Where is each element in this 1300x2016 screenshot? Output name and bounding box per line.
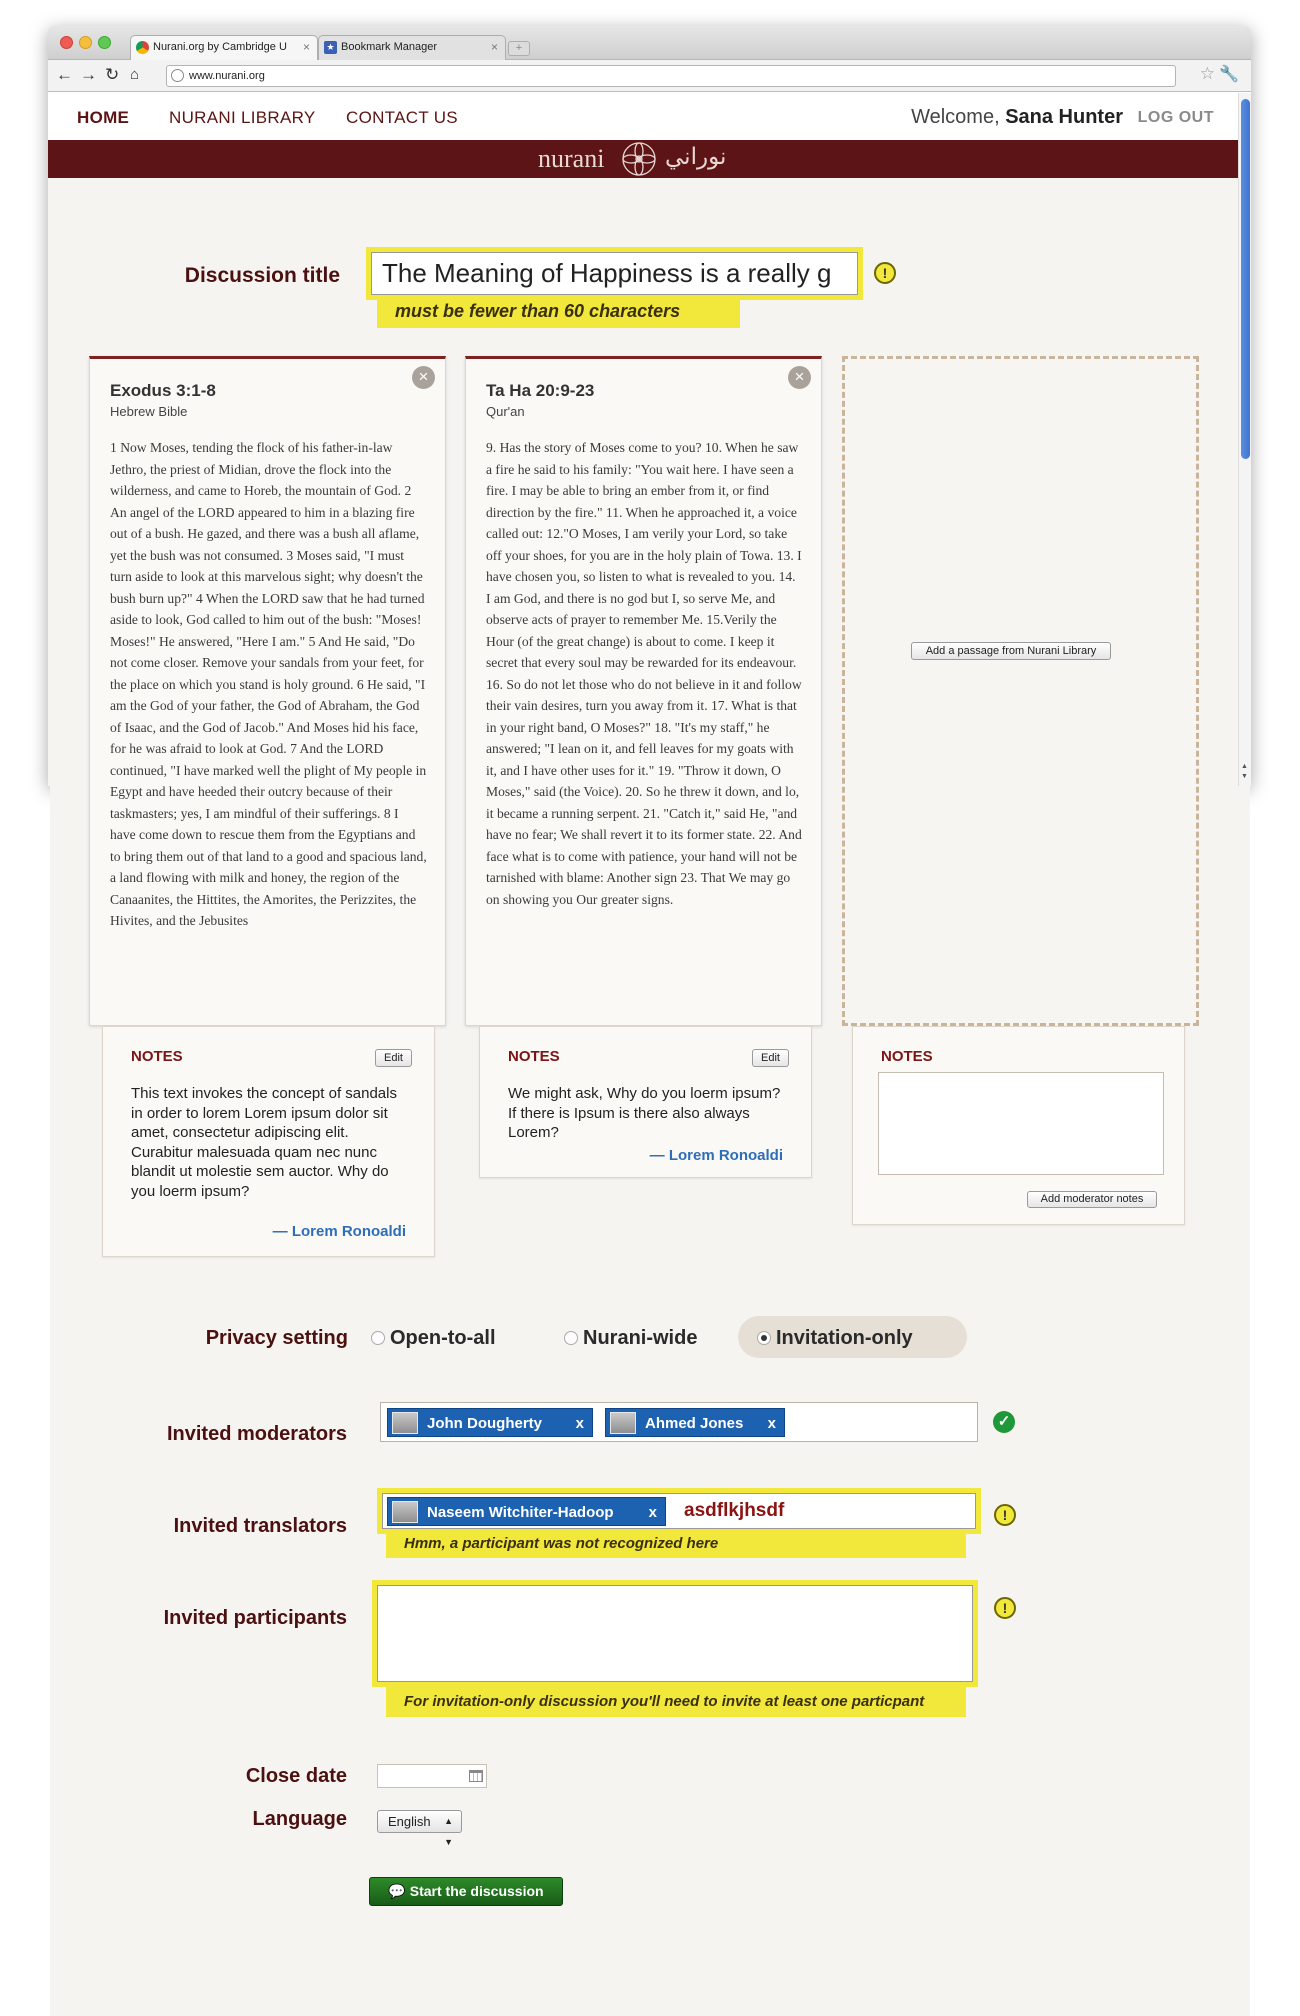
forward-arrow-icon[interactable]: → [80, 65, 97, 84]
remove-token-icon[interactable]: x [648, 1504, 657, 1521]
address-url: www.nurani.org [189, 70, 265, 82]
unrecognized-participant-text[interactable]: asdflkjhsdf [684, 1500, 785, 1521]
moderator-token[interactable] [605, 1408, 785, 1437]
notes-heading: NOTES [881, 1048, 933, 1065]
token-name: Ahmed Jones [645, 1415, 744, 1432]
moderators-valid-check-icon: ✓ [993, 1411, 1015, 1433]
back-arrow-icon[interactable]: ← [56, 65, 73, 84]
add-passage-button[interactable]: Add a passage from Nurani Library [911, 642, 1111, 660]
notes-heading: NOTES [508, 1048, 560, 1065]
participants-input[interactable] [377, 1585, 973, 1682]
passage-card-taha [465, 356, 822, 1026]
participants-warning-icon: ! [994, 1597, 1016, 1619]
tab-label: Bookmark Manager [341, 41, 437, 53]
edit-notes-button[interactable]: Edit [375, 1049, 412, 1067]
notes-panel-2 [479, 1026, 812, 1178]
moderator-token[interactable] [387, 1408, 593, 1437]
radio-button-icon[interactable] [564, 1331, 578, 1345]
welcome-prefix: Welcome, [911, 106, 1000, 128]
passage-reference: Exodus 3:1-8 [110, 381, 216, 400]
invited-translators-label: Invited translators [173, 1515, 347, 1537]
user-avatar-icon [392, 1501, 418, 1523]
brand-arabic: نوراني [665, 143, 727, 169]
invited-participants-label: Invited participants [163, 1607, 347, 1629]
token-name: John Dougherty [427, 1415, 542, 1432]
logout-link[interactable]: LOG OUT [1137, 109, 1214, 126]
translators-warning-icon: ! [994, 1504, 1016, 1526]
notes-heading: NOTES [131, 1048, 183, 1065]
language-label: Language [252, 1808, 347, 1830]
brand-name: nurani [538, 144, 605, 173]
discussion-title-field-wrapper [366, 247, 863, 300]
radio-label: Invitation-only [776, 1327, 913, 1349]
notes-body: We might ask, Why do you loerm ipsum? If there is Ipsum is there also always Lorem? [508, 1085, 781, 1141]
nav-library-link[interactable]: NURANI LIBRARY [169, 108, 316, 127]
scroll-up-arrow-icon[interactable]: ▲ [1241, 763, 1248, 770]
user-avatar-icon [610, 1412, 636, 1434]
speech-bubble-icon: 💬 [388, 1883, 406, 1899]
scroll-down-arrow-icon[interactable]: ▼ [1241, 773, 1248, 780]
language-select[interactable] [377, 1810, 462, 1847]
radio-button-selected-icon[interactable] [757, 1331, 771, 1345]
edit-notes-button[interactable]: Edit [752, 1049, 789, 1067]
invited-moderators-label: Invited moderators [166, 1423, 347, 1445]
remove-token-icon[interactable]: x [767, 1415, 776, 1432]
participants-hint: For invitation-only discussion you'll need to invite at least one particpant [386, 1687, 966, 1717]
translators-hint: Hmm, a participant was not recognized here [386, 1529, 966, 1558]
radio-label: Nurani-wide [583, 1327, 698, 1349]
title-length-hint: must be fewer than 60 characters [377, 296, 740, 328]
notes-body: This text invokes the concept of sandals in order to lorem Lorem ipsum dolor sit amet, consectetur adipiscing elit. Curabitur malesuada quam nec nunc blandit ut molestie sem auctor. Why do you loerm ipsum? [131, 1085, 397, 1200]
remove-passage-close-icon[interactable]: × [412, 366, 435, 389]
start-discussion-button[interactable] [369, 1877, 563, 1906]
moderator-notes-textarea[interactable] [878, 1072, 1164, 1175]
new-tab-button[interactable]: + [508, 41, 530, 56]
tab-label: Nurani.org by Cambridge U [153, 41, 287, 53]
reload-icon[interactable]: ↻ [105, 65, 120, 84]
tab-close-icon[interactable]: × [490, 40, 498, 54]
home-icon[interactable]: ⌂ [130, 66, 140, 83]
wrench-icon[interactable]: 🔧 [1219, 66, 1239, 83]
translators-token-input[interactable] [382, 1493, 976, 1529]
privacy-invitation-only-radio[interactable] [757, 1327, 913, 1350]
discussion-title-label: Discussion title [184, 264, 340, 287]
passage-text: 9. Has the story of Moses come to you? 10. When he saw a fire he said to his family: "You wait here. I have seen a fire. I may be able to bring an ember from it, or find direction by the fire." 11. When he approached it, a voice called out: 12."O Moses, I am verily your Lord, so take off your shoes, for you are in the holy plain of Towa. 13. I have chosen you, so listen to what is revealed to you. 14. I am God, and there is no god but I, so serve Me, and observe acts of prayer to remember Me. 15.Verily the Hour (of the great change) is about to come. I keep it secret that every soul may be rewarded for its endeavour. 16. So do not let those who do not believe in it and follow their vain desires, turn you away from it. 17. What is that in your right band, O Moses?" 18. "It's my staff," he answered; "I lean on it, and fell leaves for my goats with it, and I have other uses for it." 19. "Throw it down, O Moses," said (the Voice). 20. So he threw it down, and lo, it became a running serpent. 21. "Catch it," said He, "and have no fear; We shall revert it to its former state. 22. And face what is to come with patience, your hand will not be tarnished with blame: Another sign 23. That We may go on showing you Our greater signs. [486, 440, 802, 907]
translators-token-input-wrapper [377, 1488, 981, 1534]
discussion-title-input[interactable] [371, 252, 858, 295]
add-moderator-notes-button[interactable]: Add moderator notes [1027, 1191, 1157, 1208]
notes-author-link[interactable]: — Lorem Ronoaldi [649, 1147, 783, 1164]
remove-token-icon[interactable]: x [575, 1415, 584, 1432]
start-button-label: Start the discussion [409, 1883, 544, 1899]
token-name: Naseem Witchiter-Hadoop [427, 1504, 614, 1521]
bookmark-star-icon[interactable]: ☆ [1199, 64, 1215, 83]
privacy-setting-label: Privacy setting [205, 1327, 348, 1349]
title-warning-icon: ! [874, 262, 896, 284]
empty-passage-slot [842, 356, 1199, 1026]
close-date-input[interactable] [377, 1764, 487, 1788]
translator-token[interactable] [387, 1497, 666, 1526]
passage-source: Qur'an [486, 404, 525, 419]
radio-label: Open-to-all [390, 1327, 496, 1349]
nav-home-link[interactable]: HOME [77, 108, 130, 127]
radio-button-icon[interactable] [371, 1331, 385, 1345]
privacy-open-radio[interactable] [371, 1327, 496, 1350]
privacy-nurani-wide-radio[interactable] [564, 1327, 697, 1350]
calendar-icon[interactable] [469, 1770, 483, 1782]
passage-source: Hebrew Bible [110, 404, 188, 419]
remove-passage-close-icon[interactable]: × [788, 366, 811, 389]
notes-panel-1 [102, 1026, 435, 1257]
passage-text: 1 Now Moses, tending the flock of his father-in-law Jethro, the priest of Midian, drove the flock into the wilderness, and came to Horeb, the mountain of God. 2 An angel of the LORD appeared to him in a blazing fire out of a bush. He gazed, and there was a bush all aflame, yet the bush was not consumed. 3 Moses said, "I must turn aside to look at this marvelous sight; why doesn't the bush burn up?" 4 When the LORD saw that he had turned aside to look, God called to him out of the bush: "Moses! Moses!" He answered, "Here I am." 5 And He said, "Do not come closer. Remove your sandals from your feet, for the place on which you stand is holy ground. 6 He said, "I am the God of your father, the God of Abraham, the God of Isaac, and the God of Jacob." And Moses hid his face, for he was afraid to look at God. 7 And the LORD continued, "I have marked well the plight of My people in Egypt and have heeded their outcry because of their taskmasters; yes, I am mindful of their sufferings. 8 I have come down to rescue them from the Egyptians and to bring them out of that land to a good and spacious land, a land flowing with milk and honey, the region of the Canaanites, the Hittites, the Amorites, the Perizzites, the Hivites, and the Jebusites [110, 440, 427, 928]
language-value: English [388, 1814, 431, 1829]
user-avatar-icon [392, 1412, 418, 1434]
participants-field-wrapper [372, 1580, 978, 1687]
moderators-token-input[interactable] [380, 1402, 978, 1442]
tab-close-icon[interactable]: × [302, 40, 310, 54]
notes-panel-3 [852, 1026, 1185, 1225]
passage-card-exodus [89, 356, 446, 1026]
select-arrows-icon: ▲ ▼ [444, 1816, 453, 1847]
nav-contact-link[interactable]: CONTACT US [346, 108, 458, 127]
notes-author-link[interactable]: — Lorem Ronoaldi [272, 1223, 406, 1240]
close-date-label: Close date [245, 1765, 347, 1787]
passage-reference: Ta Ha 20:9-23 [486, 381, 595, 400]
bookmark-star-icon: ★ [324, 41, 337, 54]
user-name: Sana Hunter [1005, 106, 1123, 128]
